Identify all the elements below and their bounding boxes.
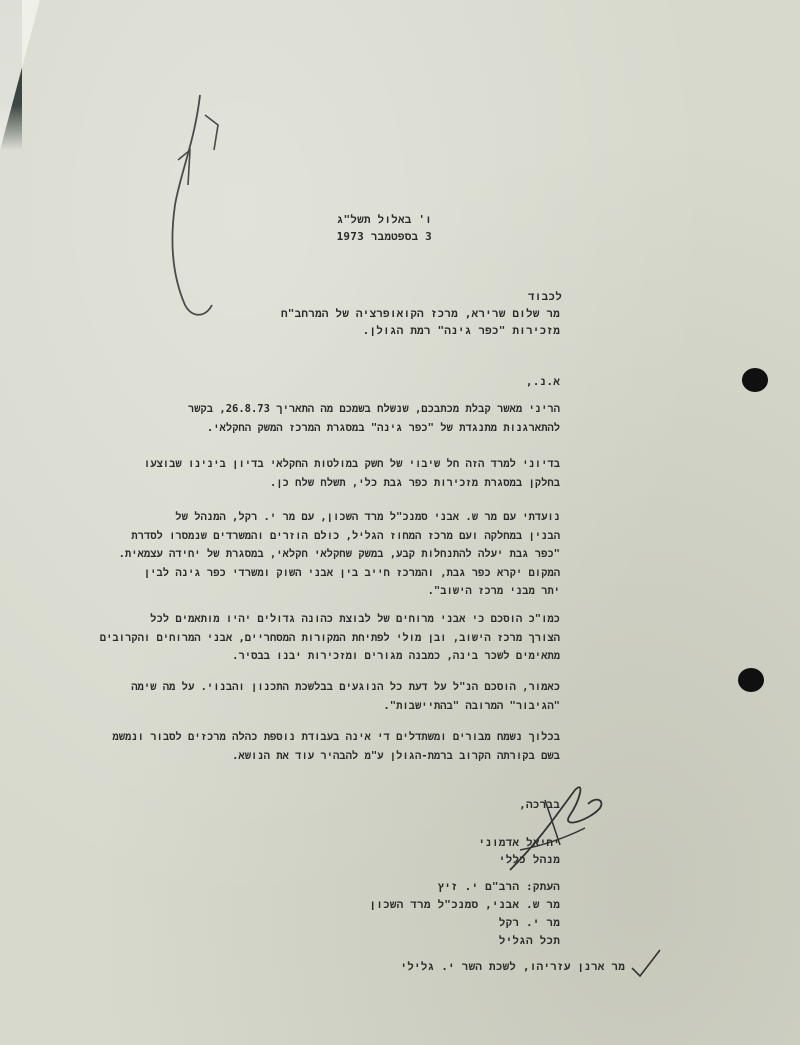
paragraph-3-line: נועדתי עם מר ש. אבני סמנכ"ל מרד השכון, עם מר י. רקל, המנהל של [175, 511, 560, 523]
footer-note: מר ארנן עזריהו, לשכת השר י. גלילי [400, 960, 625, 973]
paragraph-1 [60, 400, 560, 437]
signatory-title: מנהל כללי [498, 853, 560, 866]
margin-scribble [172, 95, 212, 315]
paragraph-2-line: בחלקן במסגרת מזכירות כפר גבת כלי, תשלח שלח כן. [269, 476, 560, 489]
paragraph-3-line: יתר מבני מרכז הישוב". [427, 585, 560, 597]
paragraph-5 [50, 678, 560, 715]
date-hebrew: ו' באלול תשל"ג [336, 213, 432, 226]
paragraph-4-line: מתאימים לשכר בינה, כמבנה מגורים ומזכירות יבנו בבסיר. [232, 650, 560, 662]
copies-item: מר י. רקל [498, 916, 560, 929]
paragraph-5-line: "הגיבור" המרובה "בהתיישבות". [383, 699, 560, 712]
paragraph-6-line: בכלוך נשמח מבורים ומשתדלים די אינה בעבודת נוספת כהלה מרכזים לסבור ונמשמ [112, 731, 560, 743]
closing: בברכה, [519, 798, 560, 811]
paragraph-6-line: בשם בקורתה הקרוב ברמת-הגולן ע"מ להבהיר עוד את הנושא. [232, 749, 560, 762]
paragraph-6 [50, 728, 560, 765]
copies-item: תכל הגליל [498, 934, 560, 947]
recipient-line-1: מר שלום שרירא, מרכז הקואופרציה של המרחב"ח [280, 307, 560, 320]
paragraph-3 [50, 508, 560, 601]
paragraph-4 [50, 610, 560, 666]
paragraph-2-line: בדיוני למרד הזה חל שיבוי של חשק במולטות החקלאי בדיון בינינו שבוצעו [143, 458, 560, 470]
greeting: א.נ., [525, 375, 560, 388]
paragraph-3-line: המקום יקרא כפר גבת, והמרכז חייב בין אבני השוק ומשרדי כפר גינה לבין [143, 566, 560, 579]
paragraph-1-line: הריני מאשר קבלת מכתבכם, שנשלח בשמכם מה התאריך 26.8.73, בקשר [187, 403, 560, 415]
date-gregorian: 3 בספטמבר 1973 [336, 230, 432, 243]
copies-heading: העתק: הרב"ם י. זיץ [437, 880, 560, 893]
recipient-line-2: מזכירות "כפר גינה" רמת הגולן. [362, 324, 560, 337]
paragraph-5-line: כאמור, הוסכם הנ"ל על דעת כל הנוגעים בבלשכת התכנון והבנוי. על מה שימה [131, 681, 560, 693]
paragraph-3-line: הבנין במחלקה ועם מרכז המחוז הגליל, כולם הוזרים והמשרדים שנמסרו לסדרת [131, 529, 560, 542]
paragraph-1-line: להתארגנות מתנגדת של "כפר גינה" במסגרת המרכז המשק החקלאי. [206, 421, 560, 434]
punch-hole-top [742, 368, 768, 392]
paragraph-3-line: "כפר גבת יעלה להתנחלות קבע, במשק שחקלאי חקלאי, במסגרת של יחידה עצמאית. [118, 548, 560, 560]
recipient-to: לכבוד [527, 290, 562, 303]
paragraph-2 [60, 455, 560, 492]
punch-hole-bottom [738, 668, 764, 692]
paragraph-4-line: הצורך מרכז הישוב, ובן מולי לפתיחת המקורות המסחריים, אבני המרוחים והקרובים [99, 631, 560, 644]
margin-scribble-2 [178, 115, 218, 185]
check-mark [632, 950, 660, 976]
signatory-name: יחיאל אדמוני [478, 836, 560, 849]
paragraph-4-line: כמו"כ הוסכם כי אבני מרוחים של לבוצת כהונה גדולים יהיו מותאמים לכל [150, 613, 560, 625]
copies-item: מר ש. אבני, סמנכ"ל מרד השכון [369, 898, 560, 911]
